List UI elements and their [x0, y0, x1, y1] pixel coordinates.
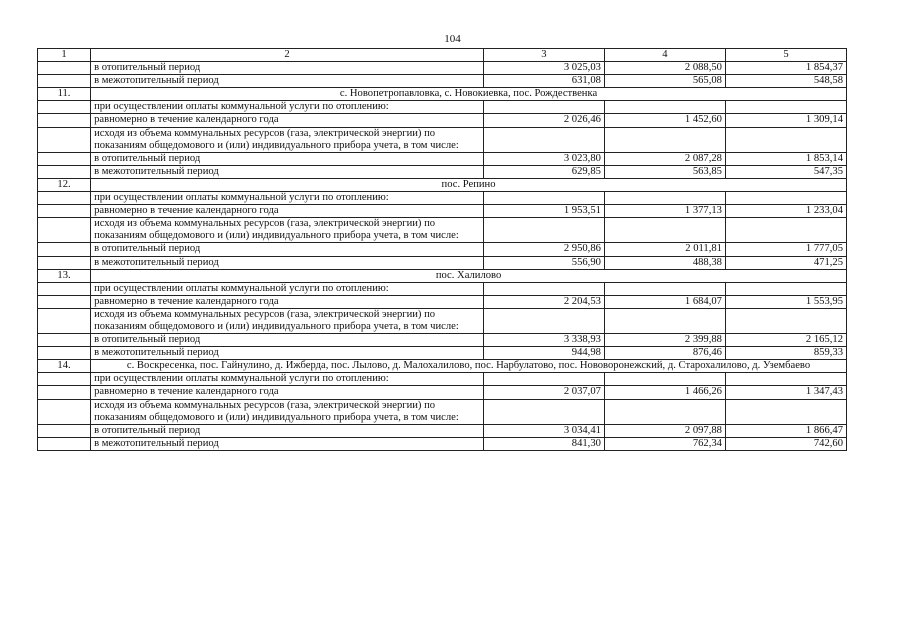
value-cell-col3	[483, 192, 604, 205]
value-cell-col4: 563,85	[604, 165, 725, 178]
row-number-cell	[38, 205, 91, 218]
row-number-cell	[38, 386, 91, 399]
table-row	[38, 62, 847, 75]
table-row	[38, 101, 847, 114]
value-cell-col5: 548,58	[725, 75, 846, 88]
value-cell-col5	[725, 373, 846, 386]
value-cell-col5: 1 553,95	[725, 295, 846, 308]
value-cell-col3: 2 204,53	[483, 295, 604, 308]
table-row	[38, 308, 847, 333]
value-cell-col4: 2 097,88	[604, 424, 725, 437]
value-cell-col4: 876,46	[604, 347, 725, 360]
table-row	[38, 243, 847, 256]
value-cell-col3: 944,98	[483, 347, 604, 360]
value-cell-col5	[725, 101, 846, 114]
value-cell-col4	[604, 218, 725, 243]
value-cell-col3: 3 023,80	[483, 152, 604, 165]
row-number-cell	[38, 347, 91, 360]
value-cell-col3	[483, 308, 604, 333]
row-description: в межотопительный период	[91, 165, 484, 178]
value-cell-col3: 1 953,51	[483, 205, 604, 218]
value-cell-col3: 2 950,86	[483, 243, 604, 256]
value-cell-col4: 2 088,50	[604, 62, 725, 75]
row-number-cell	[38, 308, 91, 333]
table-row	[38, 218, 847, 243]
value-cell-col3	[483, 218, 604, 243]
value-cell-col5: 1 866,47	[725, 424, 846, 437]
value-cell-col5: 547,35	[725, 165, 846, 178]
value-cell-col4	[604, 101, 725, 114]
section-title: пос. Халилово	[91, 269, 847, 282]
value-cell-col4: 2 399,88	[604, 334, 725, 347]
value-cell-col5: 1 777,05	[725, 243, 846, 256]
value-cell-col5: 742,60	[725, 437, 846, 450]
value-cell-col4: 2 011,81	[604, 243, 725, 256]
row-number-cell	[38, 218, 91, 243]
table-row	[38, 75, 847, 88]
row-description: равномерно в течение календарного года	[91, 386, 484, 399]
table-row	[38, 282, 847, 295]
row-description: при осуществлении оплаты коммунальной услуги по отоплению:	[91, 192, 484, 205]
section-row	[38, 178, 847, 191]
row-description: в отопительный период	[91, 62, 484, 75]
section-title: пос. Репино	[91, 178, 847, 191]
value-cell-col3	[483, 127, 604, 152]
table-row	[38, 386, 847, 399]
table-row	[38, 127, 847, 152]
value-cell-col4: 2 087,28	[604, 152, 725, 165]
row-description: равномерно в течение календарного года	[91, 205, 484, 218]
table-row	[38, 165, 847, 178]
value-cell-col3: 3 338,93	[483, 334, 604, 347]
table-row	[38, 334, 847, 347]
value-cell-col5: 1 854,37	[725, 62, 846, 75]
row-description: равномерно в течение календарного года	[91, 295, 484, 308]
section-title: с. Воскресенка, пос. Гайнулино, д. Ижберда, пос. Лылово, д. Малохалилово, пос. Нарбулатово, пос. Нововоронежский, д. Старохалилово, д. Узембаево	[91, 360, 847, 373]
value-cell-col4: 1 377,13	[604, 205, 725, 218]
row-number-cell	[38, 243, 91, 256]
row-description: равномерно в течение календарного года	[91, 114, 484, 127]
section-title: с. Новопетропавловка, с. Новокиевка, пос. Рождественка	[91, 88, 847, 101]
value-cell-col3	[483, 373, 604, 386]
row-description: в отопительный период	[91, 243, 484, 256]
header-row	[38, 49, 847, 62]
section-number: 12.	[38, 178, 91, 191]
row-number-cell	[38, 114, 91, 127]
table-row	[38, 424, 847, 437]
table-row	[38, 256, 847, 269]
row-number-cell	[38, 295, 91, 308]
value-cell-col5: 1 853,14	[725, 152, 846, 165]
row-number-cell	[38, 282, 91, 295]
table-row	[38, 205, 847, 218]
row-number-cell	[38, 127, 91, 152]
row-number-cell	[38, 334, 91, 347]
value-cell-col4	[604, 282, 725, 295]
table-body	[38, 62, 847, 451]
value-cell-col5: 859,33	[725, 347, 846, 360]
value-cell-col4: 762,34	[604, 437, 725, 450]
row-number-cell	[38, 101, 91, 114]
value-cell-col3: 556,90	[483, 256, 604, 269]
value-cell-col4: 1 684,07	[604, 295, 725, 308]
header-col-1: 1	[38, 49, 91, 62]
value-cell-col3: 3 034,41	[483, 424, 604, 437]
value-cell-col4: 1 452,60	[604, 114, 725, 127]
row-number-cell	[38, 75, 91, 88]
row-description: в межотопительный период	[91, 347, 484, 360]
value-cell-col5	[725, 399, 846, 424]
section-number: 13.	[38, 269, 91, 282]
section-number: 11.	[38, 88, 91, 101]
section-row	[38, 88, 847, 101]
value-cell-col4: 1 466,26	[604, 386, 725, 399]
table-row	[38, 152, 847, 165]
value-cell-col3: 631,08	[483, 75, 604, 88]
row-number-cell	[38, 165, 91, 178]
row-description: в отопительный период	[91, 334, 484, 347]
table-row	[38, 437, 847, 450]
table-row	[38, 347, 847, 360]
header-col-5: 5	[725, 49, 846, 62]
row-number-cell	[38, 152, 91, 165]
value-cell-col4	[604, 308, 725, 333]
row-description: в межотопительный период	[91, 256, 484, 269]
value-cell-col4	[604, 399, 725, 424]
value-cell-col4	[604, 127, 725, 152]
value-cell-col3: 3 025,03	[483, 62, 604, 75]
header-col-4: 4	[604, 49, 725, 62]
value-cell-col3: 2 026,46	[483, 114, 604, 127]
row-description: в отопительный период	[91, 152, 484, 165]
value-cell-col3	[483, 101, 604, 114]
value-cell-col4: 488,38	[604, 256, 725, 269]
row-description: исходя из объема коммунальных ресурсов (газа, электрической энергии) по показаниям общедомового и (или) индивидуального прибора учета, в том числе:	[91, 218, 484, 243]
row-number-cell	[38, 399, 91, 424]
value-cell-col5: 2 165,12	[725, 334, 846, 347]
table-row	[38, 295, 847, 308]
row-number-cell	[38, 256, 91, 269]
page-number: 104	[444, 33, 461, 45]
value-cell-col4: 565,08	[604, 75, 725, 88]
row-description: в отопительный период	[91, 424, 484, 437]
value-cell-col3: 629,85	[483, 165, 604, 178]
header-col-3: 3	[483, 49, 604, 62]
section-number: 14.	[38, 360, 91, 373]
value-cell-col5	[725, 192, 846, 205]
row-number-cell	[38, 373, 91, 386]
value-cell-col5	[725, 218, 846, 243]
value-cell-col5: 471,25	[725, 256, 846, 269]
row-description: исходя из объема коммунальных ресурсов (газа, электрической энергии) по показаниям общедомового и (или) индивидуального прибора учета, в том числе:	[91, 127, 484, 152]
row-description: при осуществлении оплаты коммунальной услуги по отоплению:	[91, 373, 484, 386]
row-number-cell	[38, 62, 91, 75]
table-row	[38, 192, 847, 205]
row-description: при осуществлении оплаты коммунальной услуги по отоплению:	[91, 282, 484, 295]
header-col-2: 2	[91, 49, 484, 62]
value-cell-col5: 1 309,14	[725, 114, 846, 127]
value-cell-col3	[483, 282, 604, 295]
section-row	[38, 360, 847, 373]
value-cell-col4	[604, 373, 725, 386]
value-cell-col3: 841,30	[483, 437, 604, 450]
value-cell-col3: 2 037,07	[483, 386, 604, 399]
value-cell-col5: 1 347,43	[725, 386, 846, 399]
row-description: в межотопительный период	[91, 75, 484, 88]
value-cell-col4	[604, 192, 725, 205]
value-cell-col5	[725, 308, 846, 333]
row-description: исходя из объема коммунальных ресурсов (газа, электрической энергии) по показаниям общедомового и (или) индивидуального прибора учета, в том числе:	[91, 308, 484, 333]
value-cell-col5	[725, 127, 846, 152]
row-number-cell	[38, 424, 91, 437]
table-row	[38, 373, 847, 386]
row-description: исходя из объема коммунальных ресурсов (газа, электрической энергии) по показаниям общедомового и (или) индивидуального прибора учета, в том числе:	[91, 399, 484, 424]
row-description: в межотопительный период	[91, 437, 484, 450]
row-number-cell	[38, 437, 91, 450]
row-description: при осуществлении оплаты коммунальной услуги по отоплению:	[91, 101, 484, 114]
section-row	[38, 269, 847, 282]
tariff-table	[37, 48, 847, 451]
value-cell-col5: 1 233,04	[725, 205, 846, 218]
value-cell-col5	[725, 282, 846, 295]
table-row	[38, 399, 847, 424]
table-row	[38, 114, 847, 127]
value-cell-col3	[483, 399, 604, 424]
row-number-cell	[38, 192, 91, 205]
